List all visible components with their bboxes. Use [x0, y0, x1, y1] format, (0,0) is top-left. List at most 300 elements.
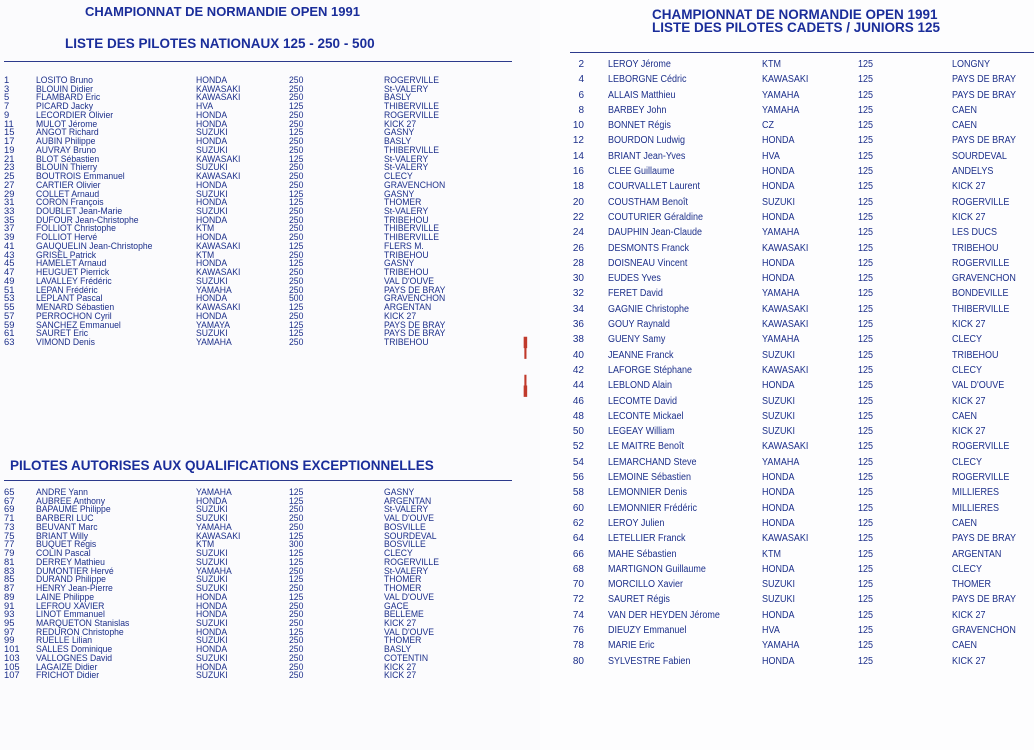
pilot-name: MARIE Eric — [608, 640, 655, 652]
pilot-row — [560, 273, 1034, 288]
pilot-number: 22 — [572, 211, 584, 223]
pilot-brand: SUZUKI — [196, 669, 228, 681]
pilot-row — [560, 120, 1034, 135]
pilot-class: 300 — [289, 538, 304, 550]
pilot-number: 91 — [4, 599, 15, 611]
pilot-row — [560, 487, 1034, 502]
pilot-number: 68 — [572, 563, 584, 575]
pilot-class: 125 — [858, 273, 874, 285]
pilot-brand: KTM — [196, 538, 215, 550]
pilot-class: 125 — [858, 319, 874, 331]
pilot-number: 58 — [572, 487, 584, 499]
pilot-row — [560, 594, 1034, 609]
pilot-brand: SUZUKI — [196, 161, 228, 173]
pilot-row — [560, 181, 1034, 196]
pilot-club: PAYS DE BRAY — [952, 594, 1017, 606]
pilot-club: GRAVENCHON — [952, 273, 1016, 285]
pilot-name: DOISNEAU Vincent — [608, 257, 688, 269]
pilot-name: COUSTHAM Benoît — [608, 196, 689, 208]
pilot-name: LEMONNIER Frédéric — [608, 502, 698, 514]
pilot-number: 43 — [4, 248, 15, 260]
pilot-club: PAYS DE BRAY — [952, 533, 1017, 545]
pilot-row — [560, 258, 1034, 273]
pilot-brand: SUZUKI — [762, 426, 796, 438]
pilot-number: 69 — [4, 503, 15, 515]
pilot-name: ALLAIS Matthieu — [608, 89, 676, 101]
pilot-class: 125 — [858, 349, 874, 361]
pilot-number: 107 — [4, 669, 20, 681]
pilot-club: BONDEVILLE — [952, 288, 1009, 300]
pilot-brand: KTM — [762, 548, 781, 560]
pilot-brand: HONDA — [762, 655, 795, 667]
pilot-name: CLEE Guillaume — [608, 166, 675, 178]
pilot-club: St-VALERY — [384, 205, 429, 217]
left-subtitle: LISTE DES PILOTES NATIONAUX 125 - 250 - 500 — [65, 36, 375, 51]
pilot-row — [4, 670, 514, 679]
right-title: CHAMPIONNAT DE NORMANDIE OPEN 1991 — [652, 7, 938, 22]
pilot-brand: HONDA — [196, 660, 228, 672]
pilot-class: 250 — [289, 248, 304, 260]
pilot-name: BOUTROIS Emmanuel — [36, 170, 125, 182]
pilot-class: 125 — [858, 364, 874, 376]
pilot-number: 2 — [578, 59, 584, 70]
pilot-row — [560, 411, 1034, 426]
pilot-club: ROGERVILLE — [952, 196, 1010, 208]
pilot-club: KICK 27 — [952, 655, 986, 667]
pilot-number: 19 — [4, 143, 15, 155]
pilot-number: 95 — [4, 617, 15, 629]
pilot-club: THIBERVILLE — [384, 222, 439, 234]
pilot-brand: HVA — [762, 150, 780, 162]
pilot-row — [560, 59, 1034, 74]
pilot-club: CLECY — [952, 334, 983, 346]
pilot-club: ARGENTAN — [952, 548, 1002, 560]
pilot-class: 250 — [289, 231, 304, 243]
pilot-name: LEBLOND Alain — [608, 380, 673, 392]
pilot-number: 46 — [572, 395, 584, 407]
pilot-number: 73 — [4, 520, 15, 532]
pilot-name: HEUGUET Pierrick — [36, 266, 110, 278]
pilot-class: 250 — [289, 651, 304, 663]
pilot-class: 125 — [289, 573, 304, 585]
pilot-class: 250 — [289, 170, 304, 182]
pilot-class: 250 — [289, 336, 304, 348]
pilot-name: MAHE Sébastien — [608, 548, 677, 560]
pilot-number: 32 — [572, 288, 584, 300]
pilot-brand: SUZUKI — [196, 205, 228, 217]
pilot-number: 93 — [4, 608, 15, 620]
pilot-row — [560, 610, 1034, 625]
pilot-class: 125 — [858, 517, 874, 529]
pilot-name: BEUVANT Marc — [36, 520, 98, 532]
pilot-brand: HONDA — [762, 273, 795, 285]
pilot-number: 5 — [4, 91, 10, 103]
pilot-class: 125 — [858, 227, 874, 239]
pilot-brand: YAMAHA — [762, 640, 800, 652]
pilot-name: AUBREE Anthony — [36, 494, 106, 506]
pilot-name: LOSITO Bruno — [36, 74, 93, 85]
pilot-brand: SUZUKI — [196, 582, 228, 594]
pilot-brand: HONDA — [762, 181, 795, 193]
pilot-name: SAURET Régis — [608, 594, 670, 606]
pilot-number: 60 — [572, 502, 584, 514]
pilot-number: 17 — [4, 135, 15, 147]
pilot-club: KICK 27 — [952, 211, 986, 223]
pilot-name: LECORDIER Olivier — [36, 108, 114, 120]
pilot-brand: HONDA — [196, 257, 228, 269]
pilot-name: AUVRAY Bruno — [36, 143, 97, 155]
pilot-name: SAURET Eric — [36, 327, 89, 339]
pilot-name: DAUPHIN Jean-Claude — [608, 227, 703, 239]
pilot-number: 1 — [4, 74, 10, 85]
pilot-brand: SUZUKI — [196, 547, 228, 559]
pilot-name: ANGOT Richard — [36, 126, 99, 138]
pilot-name: GRISEL Patrick — [36, 248, 97, 260]
pilot-class: 125 — [858, 426, 874, 438]
pilot-number: 79 — [4, 547, 15, 559]
pilot-class: 250 — [289, 135, 304, 147]
pilot-class: 125 — [858, 456, 874, 468]
pilot-club: CAEN — [952, 104, 978, 116]
pilot-name: MARQUETON Stanislas — [36, 617, 130, 629]
pilot-number: 28 — [572, 257, 584, 269]
pilot-name: LAVALLEY Frédéric — [36, 274, 112, 286]
pilot-class: 250 — [289, 82, 304, 94]
pilot-name: HAMELET Arnaud — [36, 257, 107, 269]
pilot-row — [560, 549, 1034, 564]
pilot-name: DESMONTS Franck — [608, 242, 690, 254]
pilot-number: 40 — [572, 349, 584, 361]
pilot-name: FRICHOT Didier — [36, 669, 100, 681]
pilot-brand: HONDA — [196, 590, 228, 602]
pilot-name: COURVALLET Laurent — [608, 181, 701, 193]
pilot-class: 250 — [289, 117, 304, 129]
pilot-row — [560, 396, 1034, 411]
pilot-class: 125 — [858, 89, 874, 101]
pilot-number: 27 — [4, 178, 15, 190]
pilot-brand: KAWASAKI — [196, 82, 241, 94]
pilot-name: FOLLIOT Christophe — [36, 222, 116, 234]
pilot-brand: HONDA — [762, 166, 795, 178]
pilot-brand: HONDA — [196, 135, 228, 147]
pilot-number: 89 — [4, 590, 15, 602]
pilot-class: 125 — [858, 502, 874, 514]
pilot-brand: YAMAHA — [762, 89, 800, 101]
pilot-club: BASLY — [384, 91, 412, 103]
pilot-name: BONNET Régis — [608, 120, 671, 132]
pilot-club: PAYS DE BRAY — [384, 327, 446, 339]
pilot-number: 54 — [572, 456, 584, 468]
pilot-club: St-VALERY — [384, 152, 429, 164]
pilot-number: 12 — [572, 135, 584, 147]
pilot-class: 250 — [289, 108, 304, 120]
pilot-brand: HONDA — [762, 211, 795, 223]
pilot-brand: KAWASAKI — [762, 303, 809, 315]
pilot-number: 87 — [4, 582, 15, 594]
pilot-row — [560, 90, 1034, 105]
pilot-number: 36 — [572, 319, 584, 331]
pilot-class: 125 — [858, 579, 874, 591]
pilot-brand: KAWASAKI — [196, 91, 241, 103]
pilot-class: 250 — [289, 309, 304, 321]
pilot-club: ROGERVILLE — [384, 74, 439, 85]
pilot-row — [560, 625, 1034, 640]
pilot-name: BLOT Sébastien — [36, 152, 100, 164]
pilot-number: 72 — [572, 594, 584, 606]
pilot-class: 250 — [289, 274, 304, 286]
pilot-club: BASLY — [384, 135, 412, 147]
pilot-name: PERROCHON Cyril — [36, 309, 112, 321]
pilot-row — [560, 197, 1034, 212]
pilot-class: 125 — [289, 318, 304, 330]
pilot-class: 250 — [289, 91, 304, 103]
pilot-class: 125 — [858, 410, 874, 422]
pilot-brand: KAWASAKI — [196, 239, 241, 251]
pilot-brand: KAWASAKI — [762, 533, 809, 545]
pilot-club: THOMER — [384, 196, 422, 208]
pilot-number: 34 — [572, 303, 584, 315]
pilot-club: FLERS M. — [384, 239, 424, 251]
pilot-club: ANDELYS — [952, 166, 994, 178]
pilot-club: LES DUCS — [952, 227, 998, 239]
pilot-name: REDURON Christophe — [36, 625, 124, 637]
pilot-brand: HONDA — [762, 257, 795, 269]
pilot-number: 64 — [572, 533, 584, 545]
pilot-row — [560, 457, 1034, 472]
pilot-class: 125 — [858, 472, 874, 484]
pilot-number: 67 — [4, 494, 15, 506]
pilot-brand: SUZUKI — [196, 327, 228, 339]
pilot-name: MORCILLO Xavier — [608, 579, 684, 591]
pilot-brand: HONDA — [196, 643, 228, 655]
pilot-class: 250 — [289, 617, 304, 629]
pilot-name: BAPAUME Philippe — [36, 503, 111, 515]
pilot-row — [560, 319, 1034, 334]
pilot-class: 125 — [858, 624, 874, 636]
pilot-brand: SUZUKI — [196, 503, 228, 515]
pilot-brand: SUZUKI — [196, 651, 228, 663]
pilot-class: 125 — [858, 59, 874, 70]
pilot-row — [560, 212, 1034, 227]
pilot-name: LEMARCHAND Steve — [608, 456, 697, 468]
pilot-number: 101 — [4, 643, 20, 655]
pilot-number: 6 — [578, 89, 584, 101]
pilot-name: BRIANT Jean-Yves — [608, 150, 686, 162]
pilot-class: 125 — [858, 135, 874, 147]
pilot-class: 250 — [289, 266, 304, 278]
pilot-name: LEROY Julien — [608, 517, 665, 529]
pilot-class: 125 — [858, 655, 874, 667]
pilot-brand: SUZUKI — [196, 126, 228, 138]
pilot-number: 3 — [4, 82, 10, 94]
pilot-name: LEPAN Frédéric — [36, 283, 98, 295]
pilot-number: 45 — [4, 257, 15, 269]
pilot-club: BELLEME — [384, 608, 424, 620]
pilot-class: 250 — [289, 213, 304, 225]
pilot-row — [560, 350, 1034, 365]
pilot-number: 38 — [572, 334, 584, 346]
pilot-number: 57 — [4, 309, 15, 321]
pilot-class: 125 — [858, 181, 874, 193]
pilot-club: MILLIERES — [952, 487, 1000, 499]
pilot-number: 81 — [4, 555, 15, 567]
pilot-brand: HONDA — [196, 494, 228, 506]
pilot-club: PAYS DE BRAY — [384, 283, 446, 295]
pilot-club: ROGERVILLE — [952, 441, 1010, 453]
pilot-brand: YAMAHA — [762, 288, 800, 300]
pilot-brand: KAWASAKI — [762, 441, 809, 453]
pilot-club: CAEN — [952, 517, 978, 529]
pilot-brand: SUZUKI — [196, 634, 228, 646]
pilot-class: 250 — [289, 599, 304, 611]
pilot-brand: YAMAYA — [196, 318, 231, 330]
pilot-row — [560, 579, 1034, 594]
pilot-name: DIEUZY Emmanuel — [608, 624, 687, 636]
pilot-number: 42 — [572, 364, 584, 376]
pilot-row — [560, 426, 1034, 441]
pilot-number: 8 — [578, 104, 584, 116]
pilot-brand: SUZUKI — [762, 579, 796, 591]
pilot-number: 14 — [572, 150, 584, 162]
pilot-number: 77 — [4, 538, 15, 550]
pilot-number: 7 — [4, 100, 10, 112]
pilot-number: 9 — [4, 108, 10, 120]
pilot-number: 49 — [4, 274, 15, 286]
pilot-number: 52 — [572, 441, 584, 453]
pilot-name: RUELLE Lilian — [36, 634, 93, 646]
right-divider — [570, 52, 1034, 53]
pilot-number: 20 — [572, 196, 584, 208]
pilot-name: DUMONTIER Hervé — [36, 564, 114, 576]
pilot-brand: HONDA — [196, 117, 228, 129]
pilot-club: KICK 27 — [384, 660, 417, 672]
pilot-name: BRIANT Willy — [36, 529, 89, 541]
pilot-class: 125 — [289, 625, 304, 637]
pilot-club: GACE — [384, 599, 409, 611]
pilot-class: 125 — [858, 211, 874, 223]
pilot-brand: HONDA — [762, 487, 795, 499]
pilot-row — [560, 227, 1034, 242]
pilot-number: 83 — [4, 564, 15, 576]
pilot-brand: KAWASAKI — [762, 242, 809, 254]
pilot-class: 250 — [289, 512, 304, 524]
pilot-brand: KAWASAKI — [196, 266, 241, 278]
pilot-brand: SUZUKI — [762, 395, 796, 407]
pilot-class: 125 — [289, 555, 304, 567]
pilot-brand: SUZUKI — [762, 196, 796, 208]
pilot-number: 75 — [4, 529, 15, 541]
pilot-number: 4 — [578, 74, 584, 86]
pilot-number: 50 — [572, 426, 584, 438]
pilot-name: LEFROU XAVIER — [36, 599, 105, 611]
pilot-name: GOUY Raynald — [608, 319, 670, 331]
pilot-brand: KTM — [762, 59, 781, 70]
pilot-class: 125 — [289, 327, 304, 339]
pilot-number: 41 — [4, 239, 15, 251]
pilot-class: 125 — [289, 486, 304, 497]
pilot-class: 250 — [289, 178, 304, 190]
pilot-brand: SUZUKI — [196, 143, 228, 155]
pilot-name: COUTURIER Géraldine — [608, 211, 704, 223]
pilot-class: 250 — [289, 520, 304, 532]
pilot-club: ROGERVILLE — [384, 108, 439, 120]
pilot-club: TRIBEHOU — [384, 213, 429, 225]
pilot-class: 125 — [289, 152, 304, 164]
pilot-class: 125 — [858, 594, 874, 606]
pilot-class: 250 — [289, 582, 304, 594]
pilot-number: 23 — [4, 161, 15, 173]
pilot-name: DOUBLET Jean-Marie — [36, 205, 123, 217]
pilot-number: 30 — [572, 273, 584, 285]
pilot-class: 125 — [858, 242, 874, 254]
pilot-club: ROGERVILLE — [952, 257, 1010, 269]
pilot-name: COLIN Pascal — [36, 547, 91, 559]
pilot-brand: HONDA — [196, 231, 228, 243]
pilot-club: GASNY — [384, 187, 415, 199]
pilot-brand: HONDA — [196, 292, 228, 304]
pilot-row — [560, 166, 1034, 181]
pilot-name: SALLES Dominique — [36, 643, 113, 655]
pilot-name: BOURDON Ludwig — [608, 135, 686, 147]
pilot-number: 37 — [4, 222, 15, 234]
pilot-row — [560, 640, 1034, 655]
pilot-club: TRIBEHOU — [384, 266, 429, 278]
pilot-class: 250 — [289, 564, 304, 576]
pilot-number: 63 — [4, 336, 15, 348]
pilot-row — [560, 518, 1034, 533]
pilot-class: 125 — [289, 126, 304, 138]
pilot-brand: HONDA — [196, 178, 228, 190]
pilot-brand: YAMAHA — [196, 336, 232, 348]
pilot-number: 65 — [4, 486, 15, 497]
pilot-row — [560, 380, 1034, 395]
pilot-club: VAL D'OUVE — [384, 274, 435, 286]
pilot-brand: YAMAHA — [762, 227, 800, 239]
pilot-club: BASLY — [384, 643, 412, 655]
pilot-number: 33 — [4, 205, 15, 217]
pilot-row — [560, 533, 1034, 548]
pilot-name: GUENY Samy — [608, 334, 666, 346]
pilot-club: GASNY — [384, 126, 415, 138]
pilot-club: SOURDEVAL — [384, 529, 437, 541]
pilot-club: THOMER — [384, 573, 422, 585]
pilot-name: VAN DER HEYDEN Jérome — [608, 609, 720, 621]
pilot-row — [560, 656, 1034, 671]
pilot-brand: SUZUKI — [196, 555, 228, 567]
pilot-number: 29 — [4, 187, 15, 199]
pilot-number: 66 — [572, 548, 584, 560]
pilot-class: 125 — [858, 441, 874, 453]
pilot-class: 125 — [858, 74, 874, 86]
pilot-name: CORON François — [36, 196, 104, 208]
pilot-club: TRIBEHOU — [952, 242, 999, 254]
pilot-row — [560, 365, 1034, 380]
pilot-brand: KTM — [196, 248, 215, 260]
pilot-class: 125 — [289, 590, 304, 602]
pilot-class: 250 — [289, 634, 304, 646]
pilot-club: TRIBEHOU — [384, 248, 429, 260]
pilot-brand: KAWASAKI — [762, 364, 809, 376]
pilot-brand: KAWASAKI — [196, 152, 241, 164]
left-divider-bottom — [4, 480, 512, 481]
pilot-class: 250 — [289, 143, 304, 155]
pilot-number: 76 — [572, 624, 584, 636]
pilot-row — [560, 105, 1034, 120]
pilot-name: LEMONNIER Denis — [608, 487, 688, 499]
pilot-number: 25 — [4, 170, 15, 182]
pilot-class: 250 — [289, 161, 304, 173]
pilot-brand: HONDA — [196, 599, 228, 611]
